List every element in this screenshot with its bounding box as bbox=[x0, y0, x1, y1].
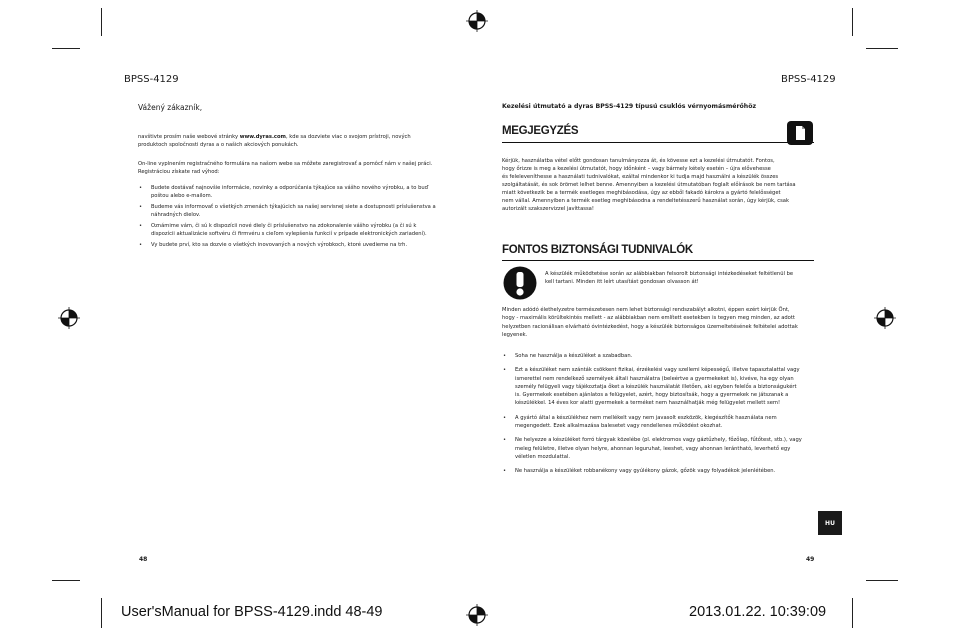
exclamation-warning-icon bbox=[503, 266, 537, 300]
note-line: szolgáltatását, és sok örömet lelhet benne. Amennyiben a kezelési útmutatóban foglalt előírások be nem tartása bbox=[502, 182, 796, 188]
registration-line: Registráciou získate rad výhod: bbox=[138, 169, 220, 175]
language-tab-label: HU bbox=[825, 519, 835, 527]
note-line: és feleleveníthesse a használati tudnivalókat, ezáltal mindenkor ki tudja majd használni a készülék összes bbox=[502, 174, 779, 180]
list-item: • Soha ne használja a készüléket a szabadban. bbox=[502, 352, 812, 360]
list-item: • A gyártó által a készülékhez nem mellékelt vagy nem javasolt eszközök, kiegészítők használata nem megengedett. Ezek alkalmazása balesetet vagy rendellenes működést okozhat. bbox=[502, 414, 812, 431]
registration-mark-icon bbox=[874, 307, 896, 329]
registration-mark-icon bbox=[58, 307, 80, 329]
note-heading bbox=[502, 125, 814, 143]
safety-list bbox=[502, 352, 812, 476]
registration-line: On-line vyplnením registračného formulára na našom webe sa môžete zaregistrovať a pomôcť nám v našej práci. bbox=[138, 161, 433, 167]
language-tab bbox=[818, 511, 842, 535]
list-item: • Ne használja a készüléket robbanékony vagy gyúlékony gázok, gőzök vagy folyadékok jelenlétében. bbox=[502, 467, 812, 475]
left-page-number: 48 bbox=[139, 556, 148, 563]
intro-paragraph bbox=[138, 133, 450, 149]
crop-mark-top-right-v bbox=[852, 8, 853, 36]
crop-mark-top-right-h bbox=[866, 48, 898, 49]
safety-heading bbox=[502, 244, 814, 261]
file-info-slug: User'sManual for BPSS-4129.indd 48-49 bbox=[121, 604, 383, 620]
note-paragraph bbox=[502, 157, 812, 213]
list-item: • Oznámime vám, či sú k dispozícii nové diely či príslušenstvo na zdokonalenie vášho výrobku (a či sú k dispozícii aktualizácie softvéru či firmvéru s cieľom vylepšenia funkcií v prípade elektronických zariadení). bbox=[138, 222, 450, 238]
crop-mark-bottom-left-h bbox=[52, 580, 80, 581]
intro-text: navštivte prosím naše webové stránky bbox=[138, 134, 240, 140]
intro-line: produktoch spoločnosti dyras a o našich akciových ponukách. bbox=[138, 142, 299, 148]
right-model-header: BPSS-4129 bbox=[781, 74, 836, 85]
greeting: Vážený zákazník, bbox=[138, 103, 203, 112]
website-link[interactable]: www.dyras.com bbox=[239, 134, 286, 140]
safety-intro-line: helyzetben racionálisan elvárható óvintézkedést, hogy a készülék biztonságos üzemeltetésének feltételei adottak bbox=[502, 323, 798, 330]
safety-intro-paragraph bbox=[502, 306, 812, 339]
registration-mark-icon bbox=[466, 10, 488, 32]
registration-paragraph bbox=[138, 160, 450, 176]
left-model-header: BPSS-4129 bbox=[124, 74, 179, 85]
registration-mark-icon bbox=[466, 604, 488, 626]
list-item: • Vy budete prví, kto sa dozvie o všetkých inovovaných a nových výrobkoch, ktoré uvedieme na trh. bbox=[138, 241, 450, 249]
list-item: • Budeme vás informovať o všetkých zmenách týkajúcich sa našej servisnej siete a dostupnosti príslušenstva a náhradných dielov. bbox=[138, 203, 450, 219]
crop-mark-top-left-v bbox=[101, 8, 102, 36]
note-line: hogy őrizze is meg a kezelési útmutatót, hogy időnként – vagy bármely kétely esetén – újra elővehesse bbox=[502, 166, 771, 172]
list-item: • Budete dostávať najnovšie informácie, novinky a odporúčania týkajúce sa vášho nového výrobku, a to buď poštou alebo e-mailom. bbox=[138, 184, 450, 200]
note-line: nem vállal. Amennyiben a termék esetleg meghibásodna a rendeltetésszerű használat során, úgy kérjük, csak bbox=[502, 198, 789, 204]
safety-intro-line: legyenek. bbox=[502, 331, 528, 338]
safety-intro-line: Minden adódó élethelyzetre természetesen nem lehet biztonsági rendszabályt alkotni, éppen ezért kérjük Önt, bbox=[502, 307, 790, 313]
warning-line: A készülék működtetése során az alábbiakban felsorolt biztonsági intézkedéseket feltétlenül be bbox=[545, 271, 794, 277]
intro-text: , kde sa dozviete viac o svojom prístroji, nových bbox=[285, 134, 411, 140]
note-line: miatt következik be a termék esetleges meghibásodása, úgy az ebből fakadó károkra a gyártó felelősséget bbox=[502, 190, 781, 196]
crop-mark-top-left-h bbox=[52, 48, 80, 49]
document-note-icon bbox=[787, 121, 813, 145]
safety-list-wrap bbox=[502, 352, 812, 476]
right-page-number: 49 bbox=[806, 556, 815, 563]
note-heading-text: MEGJEGYZÉS bbox=[502, 125, 579, 137]
warning-line: kell tartani. Minden itt leírt utasítást gondosan olvasson át! bbox=[545, 279, 699, 285]
benefits-list bbox=[138, 184, 450, 249]
safety-intro-line: hogy - maximális körültekintés mellett - az alábbiakban nem említett esetekben is tegyen meg minden, az adott bbox=[502, 315, 795, 322]
warning-paragraph bbox=[545, 270, 815, 286]
note-line: Kérjük, használatba vétel előtt gondosan tanulmányozza át, és kövesse ezt a kezelési útmutatót. Fontos, bbox=[502, 158, 775, 164]
document-title: Kezelési útmutató a dyras BPSS-4129 típusú csuklós vérnyomásmérőhöz bbox=[502, 103, 757, 110]
intro-line bbox=[138, 133, 450, 141]
benefits-list-wrap bbox=[138, 184, 450, 249]
crop-mark-bottom-left-v bbox=[101, 598, 102, 628]
safety-heading-text: FONTOS BIZTONSÁGI TUDNIVALÓK bbox=[502, 244, 693, 256]
crop-mark-bottom-right-h bbox=[866, 580, 898, 581]
note-line: autorizált szakszervizzel javíttassa! bbox=[502, 206, 594, 212]
list-item: • Ezt a készüléket nem szánták csökkent fizikai, érzékelési vagy szellemi képességű, illetve tapasztalattal vagy ismerettel nem rendelkező személyek általi használatra (beleértve a gyermekeket is), kivéve, ha egy olyan személy felügyeli vagy tájékoztatja őket a készülék használatát illetően, aki egyben felelős a biztonságukért is. Gyermekek esetében ajánlatos a felügyelet, azért, hogy biztosítsák, hogy a gyermekek ne játszanak a készülékkel. 14 éves kor alatti gyermekek a terméket nem használhatják még felügyelet mellett sem! bbox=[502, 366, 812, 407]
crop-mark-bottom-right-v bbox=[852, 598, 853, 628]
list-item: • Ne helyezze a készüléket forró tárgyak közelébe (pl. elektromos vagy gáztűzhely, főzőlap, fűtőtest, stb.), vagy meleg felületre, illetve olyan helyre, ahonnan leguruhat, leeshet, vagy ahonnan lerántható, leverhető egy véletlen mozdulattal. bbox=[502, 436, 812, 461]
timestamp-slug: 2013.01.22. 10:39:09 bbox=[689, 604, 827, 620]
